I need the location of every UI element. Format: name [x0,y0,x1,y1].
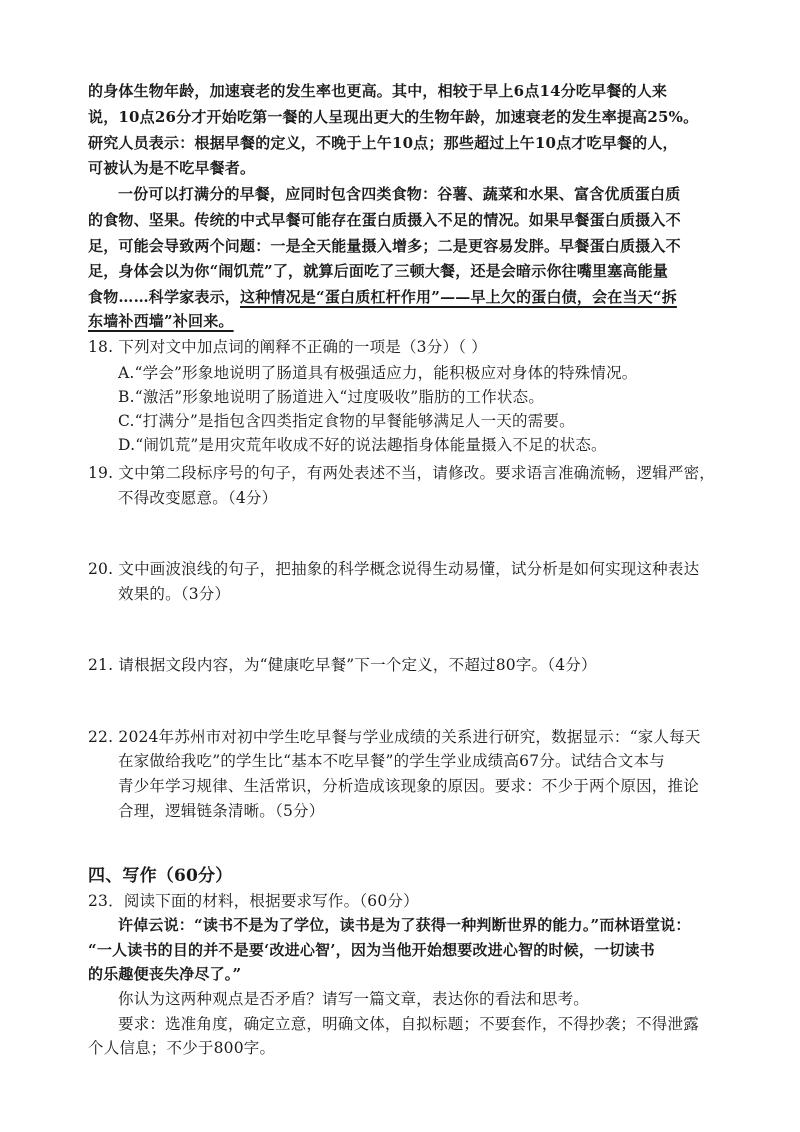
material-line-1: 许倬云说：“读书不是为了学位，读书是为了获得一种判断世界的能力。”而林语堂说： [118,916,691,934]
question-23-stem: 23．阅读下面的材料，根据要求写作。（60分） [88,892,419,910]
passage-line-5: 一份可以打满分的早餐，应同时包含四类食物：谷薯、蔬菜和水果、富含优质蛋白质 [118,185,681,203]
question-18-option-c: C.“打满分”是指包含四类指定食物的早餐能够满足人一天的需要。 [118,412,575,430]
passage-line-7: 足，可能会导致两个问题：一是全天能量摄入增多；二是更容易发胖。早餐蛋白质摄入不 [88,237,681,255]
section-heading-writing: 四、写作（60分） [88,866,233,886]
passage-line-9 [88,286,677,308]
material-line-2: “一人读书的目的并不是要‘改进心智’，因为当他开始想要改进心智的时候，一切读书 [88,941,655,959]
writing-prompt: 你认为这两种观点是否矛盾？请写一篇文章，表达你的看法和思考。 [118,990,590,1008]
passage-line-3: 研究人员表示：根据早餐的定义，不晚于上午10点；那些超过上午10点才吃早餐的人， [88,134,678,152]
question-22-line-3: 青少年学习规律、生活常识，分析造成该现象的原因。要求：不少于两个原因，推论 [118,777,699,795]
passage-line-10 [88,310,234,332]
passage-line-6: 的食物、坚果。传统的中式早餐可能存在蛋白质摄入不足的情况。如果早餐蛋白质摄入不 [88,211,681,229]
passage-wavy-sentence-part-1: 这种情况是“蛋白质杠杆作用”——早上欠的蛋白债，会在当天“拆 [240,288,677,306]
question-18-stem: 18. 下列对文中加点词的阐释不正确的一项是（3分）（ ） [88,338,487,356]
passage-line-4: 可被认为是不吃早餐者。 [88,159,256,177]
question-18-option-d: D.“闹饥荒”是用灾荒年收成不好的说法趣指身体能量摄入不足的状态。 [118,436,607,454]
question-20-line-2: 效果的。（3分） [118,585,231,603]
question-18-option-a: A.“学会”形象地说明了肠道具有极强适应力，能积极应对身体的特殊情况。 [118,364,638,382]
question-22-line-2: 在家做给我吃”的学生比“基本不吃早餐”的学生学业成绩高67分。试结合文本与 [118,752,665,770]
question-22-line-4: 合理，逻辑链条清晰。（5分） [118,802,325,820]
material-line-3: 的乐趣便丧失净尽了。” [88,965,242,983]
question-20-line-1: 20. 文中画波浪线的句子，把抽象的科学概念说得生动易懂，试分析是如何实现这种表达 [88,560,700,578]
question-21-line-1: 21. 请根据文段内容，为“健康吃早餐”下一个定义，不超过80字。（4分） [88,656,597,674]
passage-line-1: 的身体生物年龄，加速衰老的发生率也更高。其中，相较于早上6点14分吃早餐的人来 [88,82,668,100]
passage-line-9-plain: 食物……科学家表示， [88,288,241,306]
passage-wavy-sentence-part-2: 东墙补西墙”补回来。 [88,312,234,330]
passage-line-2: 说，10点26分才开始吃第一餐的人呈现出更大的生物年龄，加速衰老的发生率提高25%。 [88,108,699,126]
writing-requirements-line-1: 要求：选准角度，确定立意，明确文体，自拟标题；不要套作，不得抄袭；不得泄露 [118,1015,699,1033]
question-22-line-1: 22. 2024年苏州市对初中学生吃早餐与学业成绩的关系进行研究，数据显示：“家人每天 [88,728,701,746]
question-19-line-1: 19. 文中第二段标序号的句子，有两处表述不当，请修改。要求语言准确流畅，逻辑严密， [88,464,715,482]
question-19-line-2: 不得改变愿意。（4分） [118,489,278,507]
question-18-option-b: B.“激活”形象地说明了肠道进入“过度吸收”脂肪的工作状态。 [118,388,545,406]
passage-line-8: 足，身体会以为你“闹饥荒”了，就算后面吃了三顿大餐，还是会暗示你往嘴里塞高能量 [88,262,669,280]
writing-requirements-line-2: 个人信息；不少于800字。 [88,1039,276,1057]
